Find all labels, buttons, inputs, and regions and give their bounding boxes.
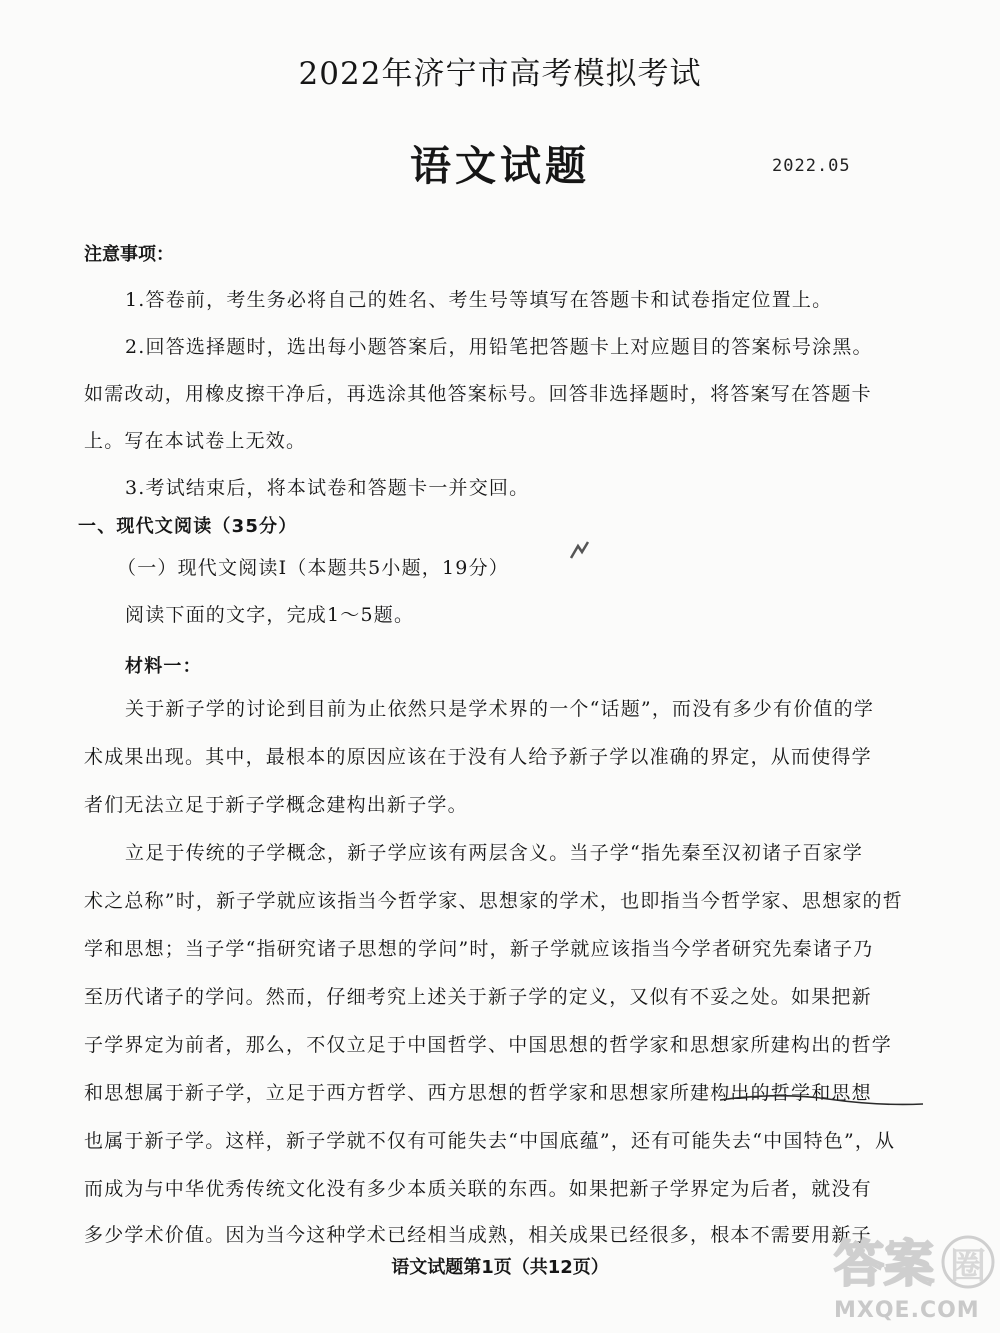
svg-text:答案: 答案 bbox=[834, 1235, 934, 1293]
passage-line: 多少学术价值。因为当今这种学术已经相当成熟，相关成果已经很多，根本不需要用新子 bbox=[84, 1224, 872, 1246]
material-label: 材料一： bbox=[125, 656, 202, 677]
notice-item-2-line-1: 2.回答选择题时，选出每小题答案后，用铅笔把答题卡上对应题目的答案标号涂黑。 bbox=[125, 336, 873, 358]
notice-item-1: 1.答卷前，考生务必将自己的姓名、考生号等填写在答题卡和试卷指定位置上。 bbox=[125, 289, 833, 311]
passage-line: 至历代诸子的学问。然而，仔细考究上述关于新子学的定义，又似有不妥之处。如果把新 bbox=[84, 986, 872, 1008]
notice-item-2-line-3: 上。写在本试卷上无效。 bbox=[84, 430, 307, 452]
subject-title: 语文试题 bbox=[410, 142, 590, 190]
passage-line: 者们无法立足于新子学概念建构出新子学。 bbox=[84, 794, 468, 816]
notice-item-2-line-2: 如需改动，用橡皮擦干净后，再选涂其他答案标号。回答非选择题时，将答案写在答题卡 bbox=[84, 383, 872, 405]
watermark-url: MXQE.COM bbox=[834, 1298, 980, 1323]
reading-instruction: 阅读下面的文字，完成1～5题。 bbox=[125, 604, 415, 626]
passage-line: 而成为与中华优秀传统文化没有多少本质关联的东西。如果把新子学界定为后者，就没有 bbox=[84, 1178, 872, 1200]
page-footer: 语文试题第1页（共12页） bbox=[391, 1257, 609, 1278]
section-title: 一、现代文阅读（35分） bbox=[78, 516, 298, 537]
passage-line: 立足于传统的子学概念，新子学应该有两层含义。当子学“指先秦至汉初诸子百家学 bbox=[125, 842, 864, 864]
svg-text:圈: 圈 bbox=[950, 1246, 987, 1287]
part-title: （一）现代文阅读Ⅰ（本题共5小题，19分） bbox=[117, 557, 509, 579]
exam-date: 2022.05 bbox=[772, 156, 851, 176]
passage-line: 子学界定为前者，那么，不仅立足于中国哲学、中国思想的哲学家和思想家所建构出的哲学 bbox=[84, 1034, 893, 1056]
passage-line: 术成果出现。其中，最根本的原因应该在于没有人给予新子学以准确的界定，从而使得学 bbox=[84, 746, 872, 768]
passage-line: 和思想属于新子学，立足于西方哲学、西方思想的哲学家和思想家所建构出的哲学和思想 bbox=[84, 1082, 872, 1104]
passage-line: 术之总称”时，新子学就应该指当今哲学家、思想家的学术，也即指当今哲学家、思想家的哲 bbox=[84, 890, 903, 912]
pen-strike-mark bbox=[718, 1090, 928, 1114]
ink-smudge bbox=[568, 540, 592, 562]
passage-line: 学和思想；当子学“指研究诸子思想的学问”时，新子学就应该指当今学者研究先秦诸子乃 bbox=[84, 938, 874, 960]
notice-heading: 注意事项： bbox=[84, 244, 174, 265]
exam-title: 2022年济宁市高考模拟考试 bbox=[298, 56, 702, 92]
passage-line: 也属于新子学。这样，新子学就不仅有可能失去“中国底蕴”，还有可能失去“中国特色”，从 bbox=[84, 1130, 896, 1152]
watermark-logo bbox=[828, 1226, 998, 1296]
watermark bbox=[828, 1226, 998, 1332]
passage-line: 关于新子学的讨论到目前为止依然只是学术界的一个“话题”，而没有多少有价值的学 bbox=[125, 698, 875, 720]
notice-item-3: 3.考试结束后，将本试卷和答题卡一并交回。 bbox=[125, 477, 530, 499]
